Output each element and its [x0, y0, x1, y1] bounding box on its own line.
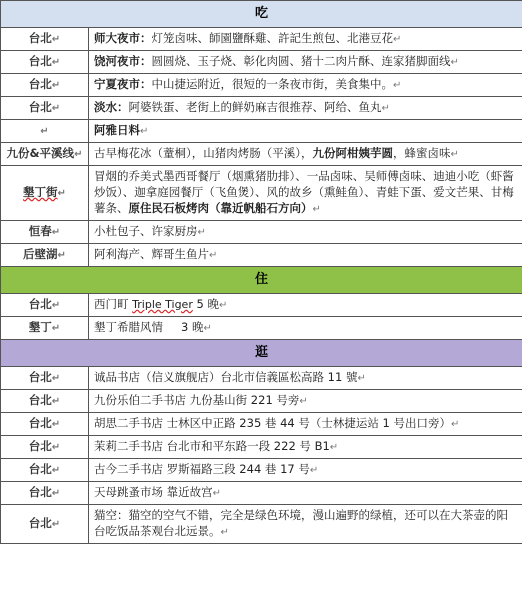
- paragraph-mark-icon: ↵: [51, 465, 61, 476]
- table-row: [1, 51, 522, 74]
- paragraph-mark-icon: ↵: [220, 527, 229, 538]
- spot-text: 九份乐伯二手书店 九份基山街 221 号旁: [94, 393, 300, 407]
- paragraph-mark-icon: ↵: [299, 396, 308, 407]
- paragraph-mark-icon: ↵: [209, 250, 218, 261]
- spot-title: 淡水：: [94, 100, 129, 114]
- table-row: [1, 74, 522, 97]
- location-cell: 台北↵: [1, 97, 89, 120]
- section-header-stroll: [1, 340, 522, 367]
- spot-text: （靠近帆船石方向）: [209, 201, 313, 215]
- paragraph-mark-icon: ↵: [309, 465, 319, 476]
- spot-title: 师大夜市：: [94, 31, 152, 45]
- content-cell: [89, 28, 522, 51]
- spot-title: 饶河夜市：: [94, 54, 152, 68]
- paragraph-mark-icon: ↵: [212, 488, 222, 499]
- location-cell: 九份&平溪线↵: [1, 143, 89, 166]
- table-row: [1, 28, 522, 51]
- content-cell: [89, 482, 522, 505]
- stay-nights: 5 晚: [196, 297, 219, 311]
- table-row: [1, 390, 522, 413]
- paragraph-mark-icon: ↵: [51, 80, 61, 91]
- location-cell: 台北↵: [1, 505, 89, 544]
- spot-text: 中山捷运附近，很短的一条夜市街，美食集中。: [151, 77, 393, 91]
- location-cell: [1, 120, 89, 143]
- section-title-stay: 住: [1, 267, 522, 294]
- spot-text: 茉莉二手书店 台北市和平东路一段 222 号 B1: [94, 439, 330, 453]
- spot-text: 古今二手书店 罗斯福路三段 244 巷 17 号: [94, 462, 310, 476]
- spot-text: 冒烟的乔美式墨西哥餐厅（烟熏猪肋排）、一品卤味、吴师傅卤味、迪迪小吃（虾酱炒饭）、迦拿庭园餐厅（飞鱼煲）、风的故乡（熏鲑鱼）、青蛙下蛋、爱文芒果、甘梅薯条、: [94, 169, 514, 215]
- spot-text: 阿利海产、辉哥生鱼片: [94, 247, 209, 261]
- location-cell: 墾丁↵: [1, 317, 89, 340]
- paragraph-mark-icon: ↵: [51, 373, 61, 384]
- content-cell: [89, 436, 522, 459]
- stay-area: 西门町: [94, 297, 133, 311]
- paragraph-mark-icon: ↵: [312, 204, 321, 215]
- paragraph-mark-icon: ↵: [74, 149, 83, 160]
- table-row: [1, 413, 522, 436]
- paragraph-mark-icon: ↵: [451, 419, 460, 430]
- content-cell: [89, 317, 522, 340]
- paragraph-mark-icon: ↵: [393, 34, 402, 45]
- spot-title: 阿雅日料: [94, 123, 140, 137]
- table-row: [1, 436, 522, 459]
- location-cell: 后壁湖↵: [1, 244, 89, 267]
- location-cell: 台北↵: [1, 74, 89, 97]
- paragraph-mark-icon: ↵: [381, 103, 390, 114]
- paragraph-mark-icon: ↵: [57, 188, 66, 199]
- spot-title: 原住民石板烤肉: [128, 201, 209, 215]
- content-cell: [89, 459, 522, 482]
- paragraph-mark-icon: ↵: [450, 57, 459, 68]
- table-row: [1, 367, 522, 390]
- paragraph-mark-icon: ↵: [51, 519, 61, 530]
- paragraph-mark-icon: ↵: [40, 126, 49, 137]
- paragraph-mark-icon: ↵: [329, 442, 339, 453]
- location-cell: 台北↵: [1, 28, 89, 51]
- location-cell: 台北↵: [1, 413, 89, 436]
- spot-text: 猫空：猫空的空气不错，完全是绿色环境，漫山遍野的绿植，还可以在大茶壶的阳台吃饭品茶观台北远景。: [94, 508, 508, 538]
- location-cell: 恒春↵: [1, 221, 89, 244]
- table-row: [1, 221, 522, 244]
- table-row: [1, 166, 522, 221]
- location-cell: 台北↵: [1, 482, 89, 505]
- paragraph-mark-icon: ↵: [51, 57, 61, 68]
- spot-text: 诚品书店（信义旗舰店）台北市信義區松高路 11 號: [94, 370, 358, 384]
- paragraph-mark-icon: ↵: [51, 34, 61, 45]
- hotel-name: Triple Tiger: [132, 298, 193, 311]
- hotel-name: 墾丁希腊风情: [94, 320, 163, 334]
- paragraph-mark-icon: ↵: [51, 442, 61, 453]
- location-cell: 墾丁街↵: [1, 166, 89, 221]
- table-row: [1, 505, 522, 544]
- paragraph-mark-icon: ↵: [51, 227, 61, 238]
- content-cell: [89, 505, 522, 544]
- content-cell: [89, 413, 522, 436]
- paragraph-mark-icon: ↵: [219, 300, 228, 311]
- spot-text: 圆圆烧、玉子烧、彰化肉圆、猪十二肉片酥、连家猪脚面线: [151, 54, 451, 68]
- paragraph-mark-icon: ↵: [203, 323, 212, 334]
- section-header-food: [1, 1, 522, 28]
- paragraph-mark-icon: ↵: [51, 300, 61, 311]
- location-cell: 台北↵: [1, 294, 89, 317]
- spot-text: 古早梅花冰（蕫桐），山猪肉烤肠（平溪），: [94, 146, 313, 160]
- spot-text: 灯笼卤味、師園鹽酥雞、許記生煎包、北港豆花: [151, 31, 393, 45]
- stay-nights: 3 晚: [181, 320, 204, 334]
- paragraph-mark-icon: ↵: [51, 103, 61, 114]
- table-row: [1, 143, 522, 166]
- location-cell: 台北↵: [1, 459, 89, 482]
- table-row: [1, 120, 522, 143]
- paragraph-mark-icon: ↵: [51, 419, 61, 430]
- paragraph-mark-icon: ↵: [51, 488, 61, 499]
- content-cell: [89, 390, 522, 413]
- section-title-food: 吃: [1, 1, 522, 28]
- section-header-stay: [1, 267, 522, 294]
- content-cell: [89, 294, 522, 317]
- paragraph-mark-icon: ↵: [357, 373, 366, 384]
- content-cell: [89, 166, 522, 221]
- spot-text: 小杜包子、许家厨房: [94, 224, 198, 238]
- content-cell: [89, 120, 522, 143]
- spot-text: 天母跳蚤市场 靠近故宫: [94, 485, 213, 499]
- spot-title: 宁夏夜市：: [94, 77, 152, 91]
- location-cell: 台北↵: [1, 390, 89, 413]
- section-title-stroll: 逛: [1, 340, 522, 367]
- content-cell: [89, 97, 522, 120]
- paragraph-mark-icon: ↵: [393, 80, 402, 91]
- location-cell: 台北↵: [1, 367, 89, 390]
- content-cell: [89, 367, 522, 390]
- table-row: [1, 317, 522, 340]
- content-cell: [89, 51, 522, 74]
- table-row: [1, 459, 522, 482]
- location-cell: 台北↵: [1, 51, 89, 74]
- paragraph-mark-icon: ↵: [51, 323, 61, 334]
- table-row: [1, 244, 522, 267]
- content-cell: [89, 143, 522, 166]
- spot-text: 阿婆铁蛋、老街上的鲜奶麻吉很推荐、阿给、鱼丸: [128, 100, 382, 114]
- table-row: [1, 97, 522, 120]
- paragraph-mark-icon: ↵: [140, 126, 149, 137]
- content-cell: [89, 221, 522, 244]
- paragraph-mark-icon: ↵: [450, 149, 459, 160]
- paragraph-mark-icon: ↵: [51, 396, 61, 407]
- table-row: [1, 294, 522, 317]
- content-cell: [89, 74, 522, 97]
- table-row: [1, 482, 522, 505]
- spot-text: ，蜂蜜卤味: [393, 146, 451, 160]
- location-cell: 台北↵: [1, 436, 89, 459]
- content-cell: [89, 244, 522, 267]
- spot-text: 胡思二手书店 士林区中正路 235 巷 44 号（士林捷运站 1 号出口旁）: [94, 416, 451, 430]
- paragraph-mark-icon: ↵: [197, 227, 206, 238]
- paragraph-mark-icon: ↵: [57, 250, 66, 261]
- spot-title: 九份阿柑姨芋圆: [312, 146, 393, 160]
